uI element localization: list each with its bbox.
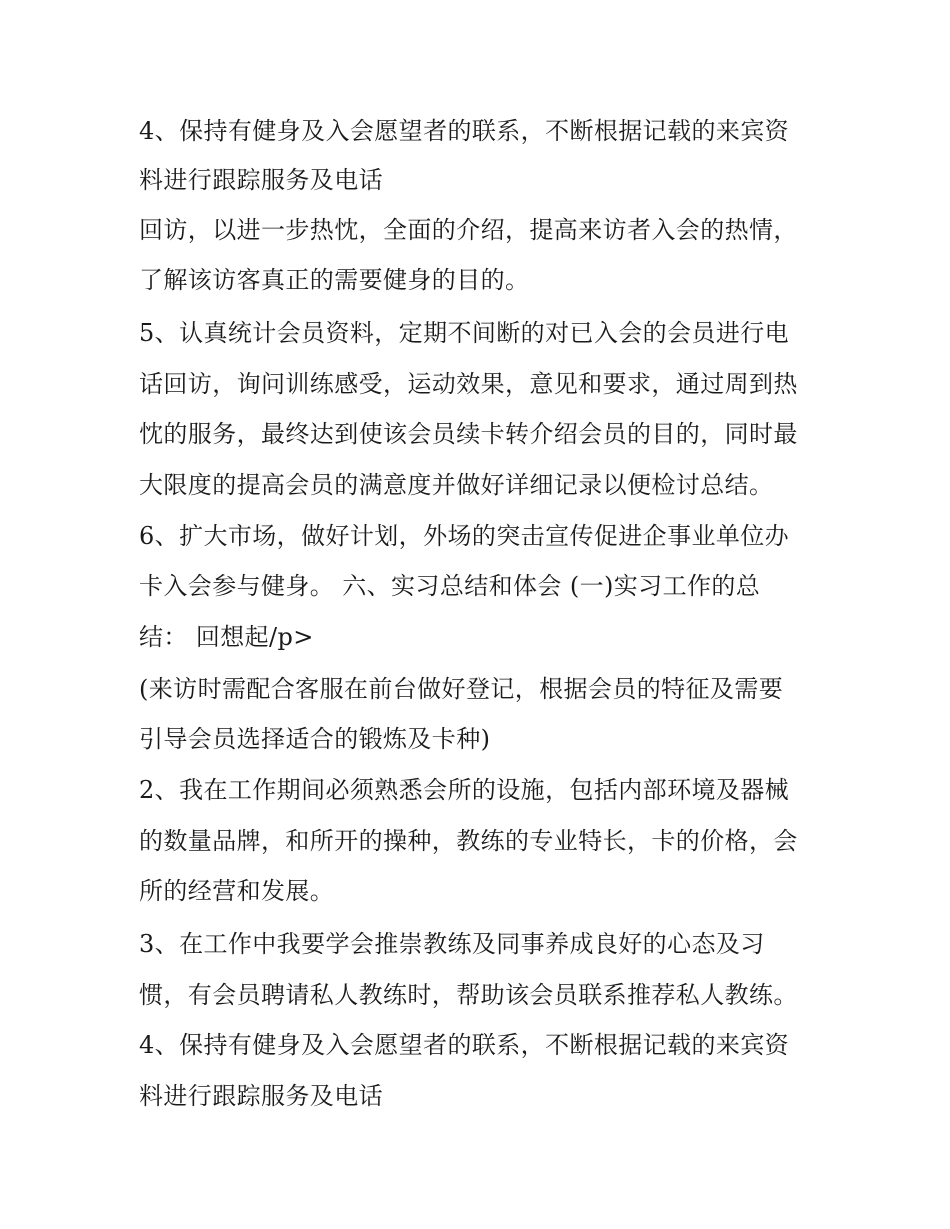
text-line: 大限度的提高会员的满意度并做好详细记录以便检讨总结。 (139, 471, 774, 499)
text-line: 2、我在工作期间必须熟悉会所的设施，包括内部环境及器械 (139, 776, 790, 804)
text-line: 了解该访客真正的需要健身的目的。 (139, 266, 530, 294)
text-line: 回访，以进一步热忱，全面的介绍，提高来访者入会的热情， (139, 216, 798, 244)
text-line: (来访时需配合客服在前台做好登记，根据会员的特征及需要 (139, 675, 784, 703)
text-line: 引导会员选择适合的锻炼及卡种) (139, 725, 491, 753)
text-line: 4、保持有健身及入会愿望者的联系，不断根据记载的来宾资 (139, 1031, 790, 1059)
text-line: 忱的服务，最终达到使该会员续卡转介绍会员的目的，同时最 (139, 420, 798, 448)
text-line: 料进行跟踪服务及电话 (139, 166, 383, 194)
text-line: 卡入会参与健身。 六、实习总结和体会 (一)实习工作的总 (139, 572, 761, 600)
text-line: 4、保持有健身及入会愿望者的联系，不断根据记载的来宾资 (139, 117, 790, 145)
text-line: 所的经营和发展。 (139, 877, 335, 905)
text-line: 的数量品牌，和所开的操种，教练的专业特长，卡的价格，会 (139, 827, 798, 855)
text-line: 5、认真统计会员资料，定期不间断的对已入会的会员进行电 (139, 319, 790, 347)
text-line: 惯，有会员聘请私人教练时，帮助该会员联系推荐私人教练。 (139, 981, 798, 1009)
text-line: 结： 回想起/p> (139, 623, 314, 651)
text-line: 3、在工作中我要学会推崇教练及同事养成良好的心态及习 (139, 930, 765, 958)
text-line: 6、扩大市场，做好计划，外场的突击宣传促进企事业单位办 (139, 522, 790, 550)
text-line: 料进行跟踪服务及电话 (139, 1082, 383, 1110)
text-line: 话回访，询问训练感受，运动效果，意见和要求，通过周到热 (139, 370, 798, 398)
